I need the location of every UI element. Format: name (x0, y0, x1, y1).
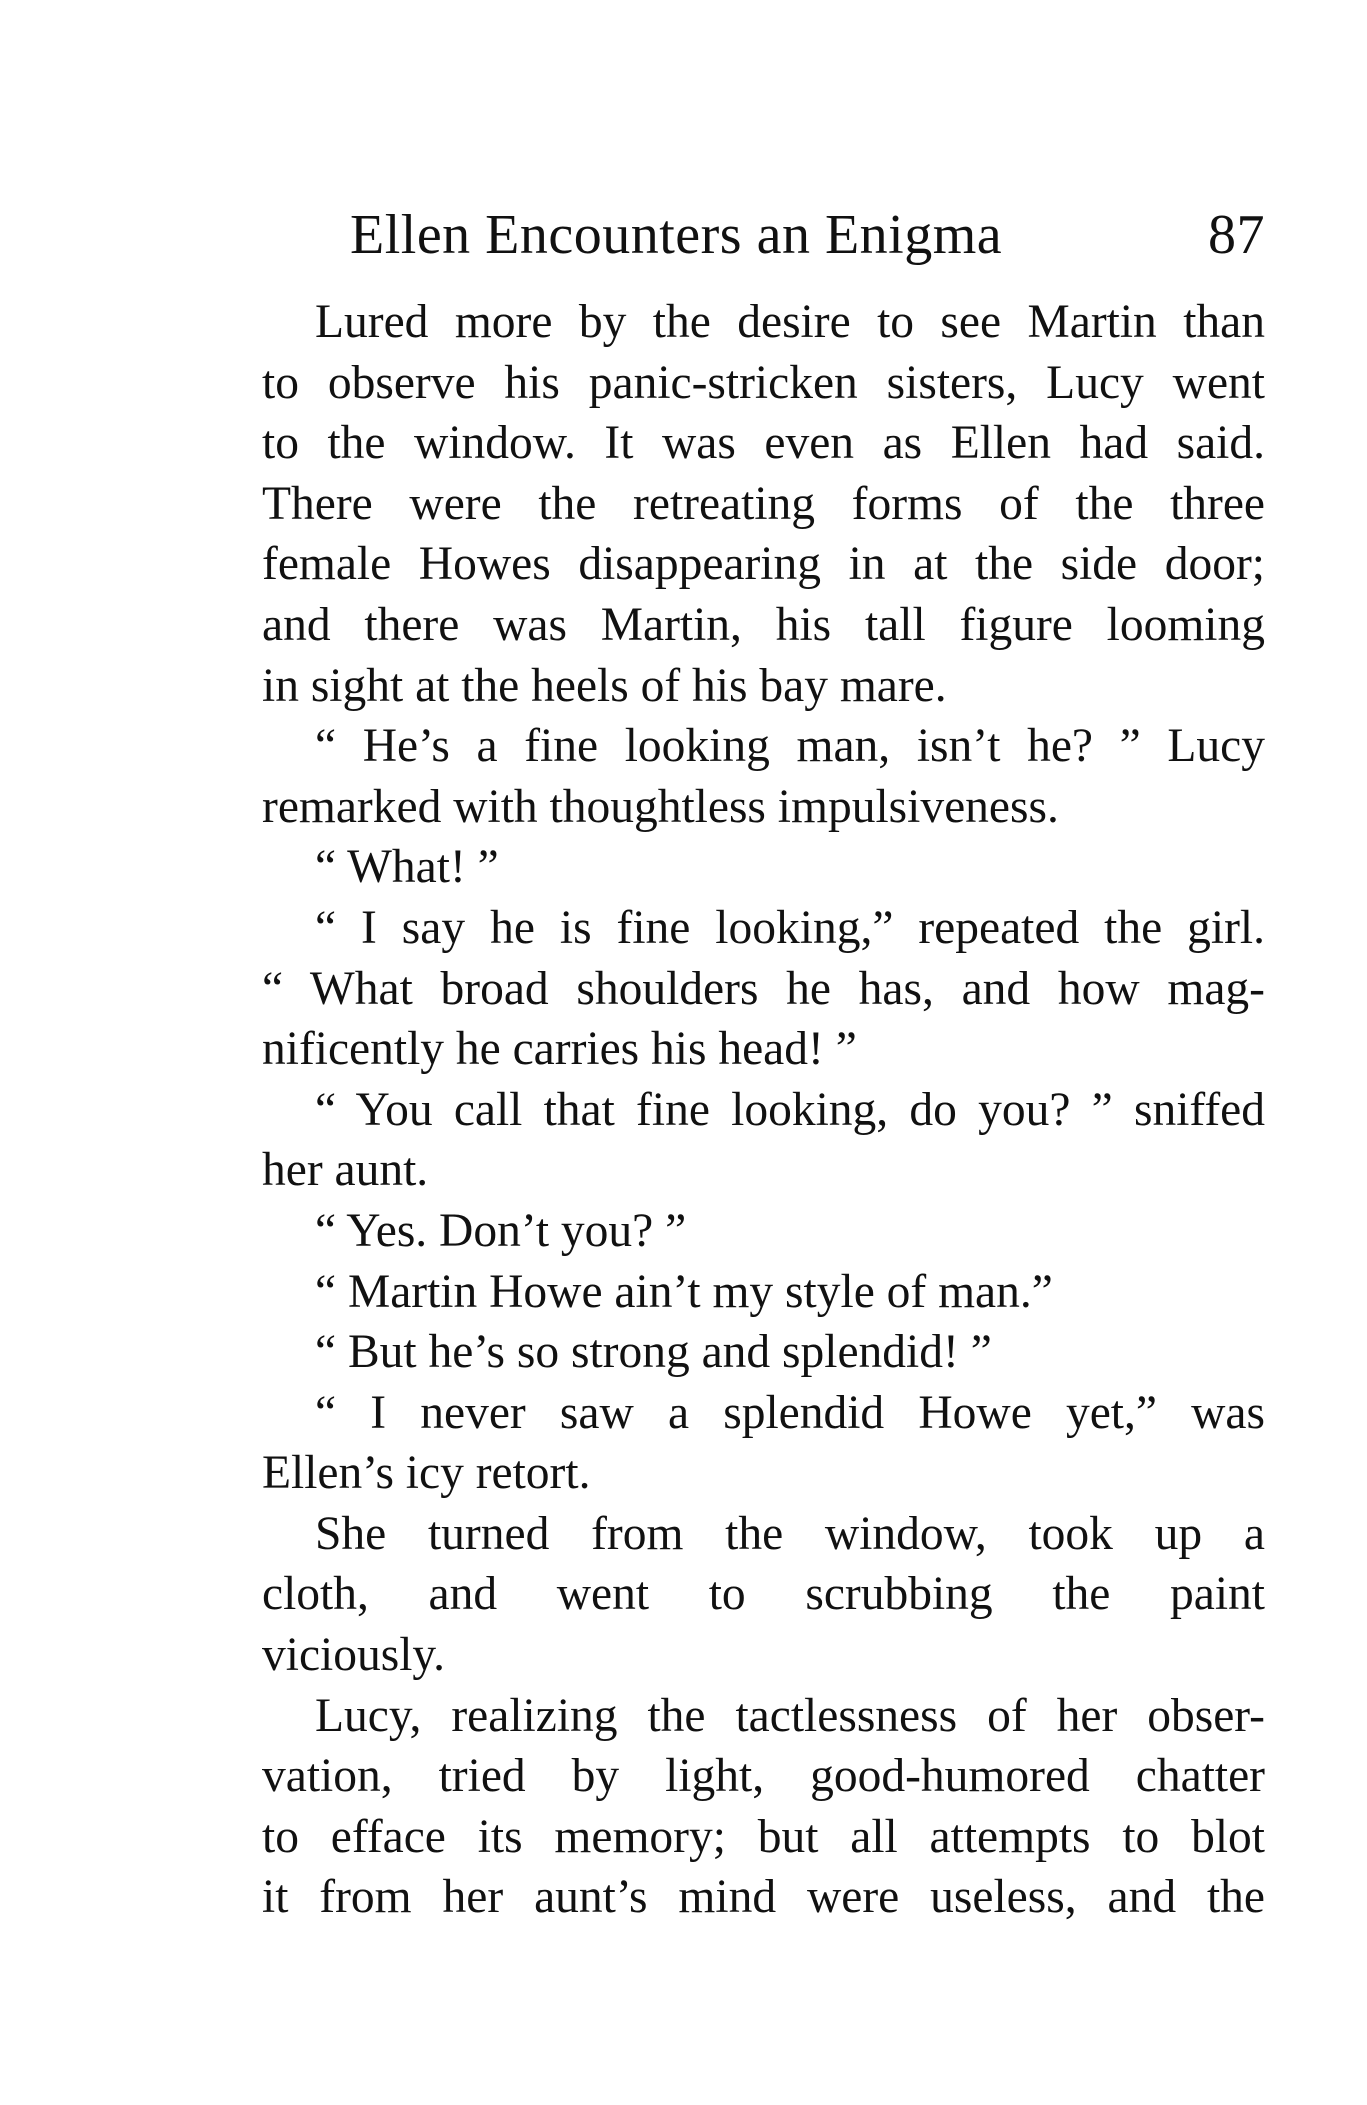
text-line: Ellen’s icy retort. (262, 1447, 591, 1500)
text-line: “ Martin Howe ain’t my style of man.” (315, 1265, 1053, 1318)
text-line: vation, tried by light, good-humored chatter (262, 1750, 1265, 1803)
running-head (350, 200, 1265, 270)
text-line: “ You call that fine looking, do you? ” sniffed (315, 1083, 1265, 1136)
text-line: to efface its memory; but all attempts to blot (262, 1810, 1265, 1863)
text-line: her aunt. (262, 1144, 429, 1197)
text-line: “ He’s a fine looking man, isn’t he? ” Lucy (315, 720, 1265, 773)
text-line: “ Yes. Don’t you? ” (315, 1204, 687, 1257)
text-line: in sight at the heels of his bay mare. (262, 659, 947, 712)
text-line: nificently he carries his head! ” (262, 1023, 857, 1076)
page-number: 87 (1208, 204, 1265, 266)
text-line: and there was Martin, his tall figure looming (262, 598, 1265, 651)
text-line: “ What! ” (315, 841, 499, 894)
text-line: viciously. (262, 1629, 445, 1682)
text-line: “ I say he is fine looking,” repeated the girl. (315, 901, 1265, 954)
text-line: “ I never saw a splendid Howe yet,” was (315, 1386, 1265, 1439)
text-line: remarked with thoughtless impulsiveness. (262, 780, 1059, 833)
text-line: She turned from the window, took up a (315, 1507, 1265, 1560)
text-line: Lured more by the desire to see Martin than (315, 296, 1265, 348)
text-line: to observe his panic-stricken sisters, Lucy went (262, 356, 1265, 409)
text-line: to the window. It was even as Ellen had said. (262, 417, 1265, 470)
chapter-title: Ellen Encounters an Enigma (350, 204, 1003, 266)
body-text (262, 292, 1265, 1928)
text-line: “ But he’s so strong and splendid! ” (315, 1326, 992, 1379)
text-line: “ What broad shoulders he has, and how mag- (262, 962, 1265, 1015)
text-line: cloth, and went to scrubbing the paint (262, 1568, 1265, 1621)
text-line: There were the retreating forms of the three (262, 477, 1265, 530)
text-line: it from her aunt’s mind were useless, and the (262, 1871, 1265, 1924)
text-line: female Howes disappearing in at the side door; (262, 538, 1265, 591)
text-line: Lucy, realizing the tactlessness of her obser- (315, 1689, 1265, 1742)
